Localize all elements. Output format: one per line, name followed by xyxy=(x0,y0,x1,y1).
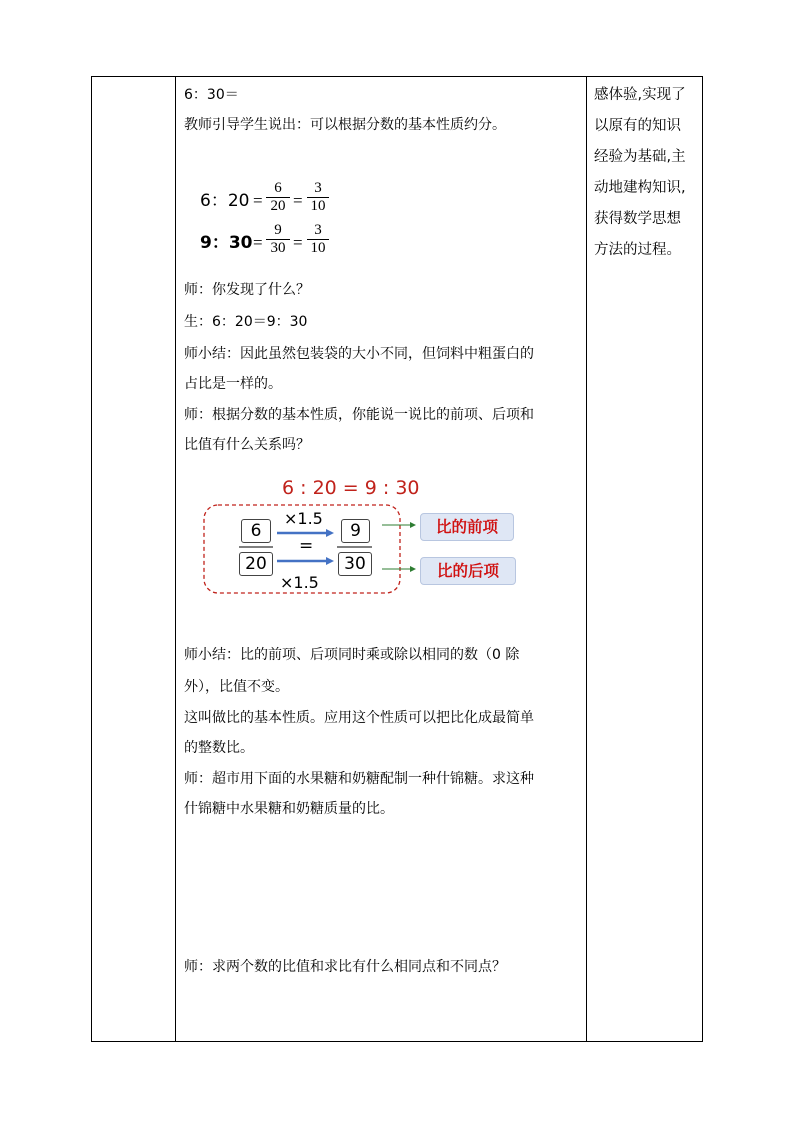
column-divider xyxy=(175,77,176,1041)
multiplier-top: ×1.5 xyxy=(284,509,323,528)
note-line: 以原有的知识 xyxy=(594,118,681,134)
ratio-label: 9：30 xyxy=(200,233,253,253)
note-line: 获得数学思想 xyxy=(594,211,681,227)
denominator: 10 xyxy=(310,198,326,214)
equals-sign: = xyxy=(253,233,263,252)
fraction xyxy=(266,180,290,215)
text-line: 6：30＝ xyxy=(184,87,239,103)
text-line: 师小结：比的前项、后项同时乘或除以相同的数（0 除 xyxy=(184,647,520,663)
denominator: 20 xyxy=(270,198,286,214)
fraction xyxy=(266,222,290,257)
note-line: 感体验,实现了 xyxy=(594,87,686,103)
numerator: 6 xyxy=(274,180,282,196)
lesson-table xyxy=(91,76,703,1042)
text-line: 师：你发现了什么？ xyxy=(184,282,310,298)
numerator: 3 xyxy=(314,222,322,238)
multiplier-bottom: ×1.5 xyxy=(280,573,319,592)
denominator: 30 xyxy=(270,240,286,256)
column-divider xyxy=(586,77,587,1041)
text-line: 这叫做比的基本性质。应用这个性质可以把比化成最简单 xyxy=(184,710,534,726)
pointer-front-head xyxy=(410,522,416,528)
text-line: 教师引导学生说出：可以根据分数的基本性质约分。 xyxy=(184,117,506,133)
arrowhead-top xyxy=(326,529,334,537)
pointer-back-head xyxy=(410,566,416,572)
denominator: 10 xyxy=(310,240,326,256)
text-line: 生：6：20＝9：30 xyxy=(184,314,308,330)
note-line: 动地建构知识, xyxy=(594,180,686,196)
text-line: 师：超市用下面的水果糖和奶糖配制一种什锦糖。求这种 xyxy=(184,771,534,787)
arrowhead-bottom xyxy=(326,557,334,565)
numerator: 9 xyxy=(274,222,282,238)
ratio-label: 6：20 xyxy=(200,191,250,211)
text-line: 师：根据分数的基本性质，你能说一说比的前项、后项和 xyxy=(184,407,534,423)
diagram-title: 6 : 20 = 9 : 30 xyxy=(282,477,420,499)
text-line: 师小结：因此虽然包装袋的大小不同，但饲料中粗蛋白的 xyxy=(184,346,534,362)
result-denominator-box: 30 xyxy=(338,552,372,576)
fraction xyxy=(307,180,329,215)
label-front-term: 比的前项 xyxy=(420,513,514,541)
equals-sign: = xyxy=(293,233,303,252)
label-back-term: 比的后项 xyxy=(420,557,516,585)
result-numerator-box: 9 xyxy=(341,519,370,543)
note-line: 方法的过程。 xyxy=(594,242,681,258)
text-line: 外），比值不变。 xyxy=(184,679,289,695)
denominator-box: 20 xyxy=(239,552,273,576)
ratio-property-diagram xyxy=(196,473,526,603)
text-line: 师：求两个数的比值和求比有什么相同点和不同点？ xyxy=(184,959,506,975)
diagram-equals: = xyxy=(299,536,314,556)
numerator: 3 xyxy=(314,180,322,196)
text-line: 什锦糖中水果糖和奶糖质量的比。 xyxy=(184,801,394,817)
equals-sign: = xyxy=(253,191,263,210)
fraction xyxy=(307,222,329,257)
text-line: 比值有什么关系吗？ xyxy=(184,437,310,453)
equals-sign: = xyxy=(293,191,303,210)
note-line: 经验为基础,主 xyxy=(594,149,686,165)
numerator-box: 6 xyxy=(241,519,271,543)
text-line: 占比是一样的。 xyxy=(184,376,282,392)
text-line: 的整数比。 xyxy=(184,740,254,756)
